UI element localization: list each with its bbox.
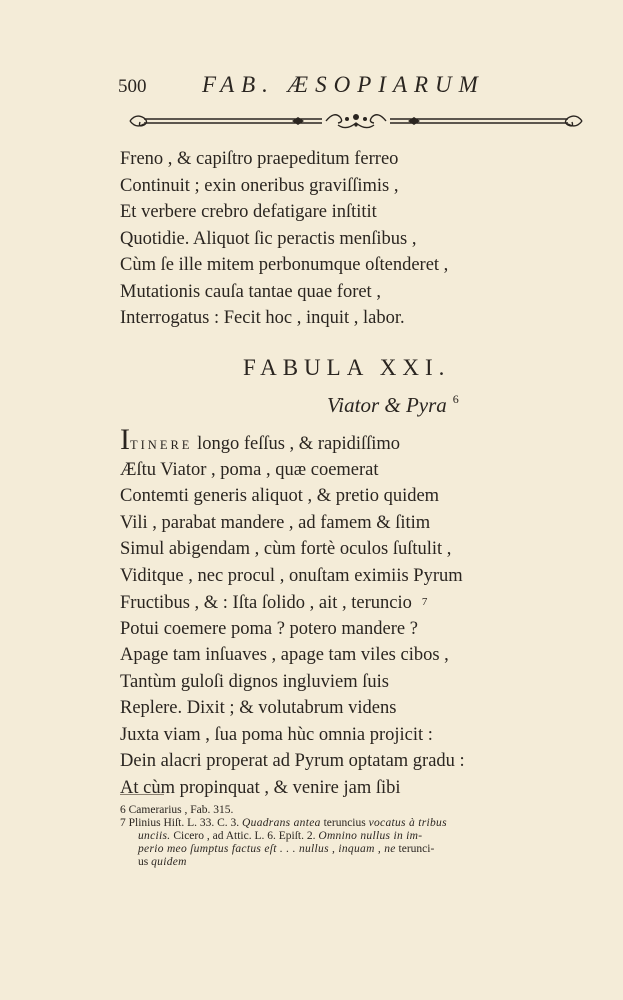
footnote-quote: perio meo ſumptus factus eſt . . . nullus , inquam , ne	[138, 843, 396, 855]
footnote-text: Cicero , ad Attic. L. 6. Epiſt. 2.	[173, 830, 316, 842]
verse-line: Simul abigendam , cùm fortè oculos ſuſtulit ,	[120, 539, 452, 559]
verse-line: Vili , parabat mandere , ad famem & ſitim	[120, 512, 431, 533]
footnote-quote: Quadrans antea	[242, 817, 321, 829]
verse-line: Continuit ; exin oneribus graviſſimis ,	[120, 175, 399, 196]
footnote-text: teruncius	[323, 817, 366, 829]
verse-line: Contemti generis aliquot , & pretio quidem	[120, 486, 440, 506]
verse-block-continuation	[120, 146, 560, 332]
footnotes	[120, 804, 580, 869]
fable-heading: FABULA XXI.	[243, 355, 451, 380]
footnote-6: 6 Camerarius , Fab. 315.	[120, 804, 234, 816]
verse-line: Potui coemere poma ? potero mandere ?	[120, 618, 418, 639]
verse-line: Replere. Dixit ; & volutabrum videns	[120, 698, 397, 718]
footnote-text: 7 Plinius Hiſt. L. 33. C. 3.	[120, 817, 240, 829]
footnote-divider	[120, 794, 164, 795]
verse-line: Tantùm guloſi dignos ingluviem ſuis	[120, 671, 390, 692]
small-caps-word: TINERE	[130, 438, 193, 452]
drop-cap: I	[120, 423, 130, 456]
footnote-text: terunci-	[398, 843, 435, 855]
verse-block-fable	[120, 423, 560, 801]
footnote-text: us	[138, 856, 149, 868]
verse-line-text: Fructibus , & : Iſta ſolido , ait , teruncio	[120, 593, 412, 613]
page-number: 500	[118, 76, 147, 97]
fable-title	[327, 392, 459, 418]
verse-line: Apage tam inſuaves , apage tam viles cibos ,	[120, 645, 449, 665]
verse-line: Et verbere crebro defatigare inſtitit	[120, 202, 377, 222]
footnote-7	[120, 817, 580, 830]
verse-line: Cùm ſe ille mitem perbonumque oſtenderet ,	[120, 255, 449, 275]
verse-line-rest: longo feſſus , & rapidiſſimo	[192, 434, 401, 454]
footnote-quote: vocatus à tribus	[368, 817, 447, 829]
running-header	[118, 70, 588, 100]
footnote-7-cont	[120, 856, 580, 869]
fable-title-text: Viator & Pyra	[327, 393, 447, 417]
footnote-marker: 6	[452, 392, 459, 406]
footnote-quote: quidem	[151, 856, 187, 868]
verse-line: Dein alacri properat ad Pyrum optatam gradu :	[120, 751, 465, 771]
footnote-quote: unciis.	[138, 830, 171, 842]
verse-line: Quotidie. Aliquot ſic peractis menſibus ,	[120, 228, 417, 249]
footnote-7-cont	[120, 830, 580, 843]
verse-line: Interrogatus : Fecit hoc , inquit , labor.	[120, 308, 405, 328]
verse-line: Mutationis cauſa tantae quae foret ,	[120, 281, 381, 302]
verse-line: Viditque , nec procul , onuſtam eximiis Pyrum	[120, 565, 463, 586]
verse-line-first	[120, 423, 560, 457]
verse-line: Juxta viam , ſua poma hùc omnia projicit :	[120, 724, 433, 745]
footnote-marker: 7	[421, 596, 428, 608]
footnote-quote: Omnino nullus in im-	[318, 830, 423, 842]
verse-line: At cùm propinquat , & venire jam ſibi	[120, 777, 401, 798]
verse-line: Freno , & capiſtro praepeditum ferreo	[120, 149, 399, 169]
running-title: FAB. ÆSOPIARUM	[202, 72, 485, 97]
verse-line: Æſtu Viator , poma , quæ coemerat	[120, 459, 379, 480]
ornamental-rule	[126, 108, 586, 134]
verse-line-with-note	[120, 589, 560, 616]
footnote-7-cont	[120, 843, 580, 856]
